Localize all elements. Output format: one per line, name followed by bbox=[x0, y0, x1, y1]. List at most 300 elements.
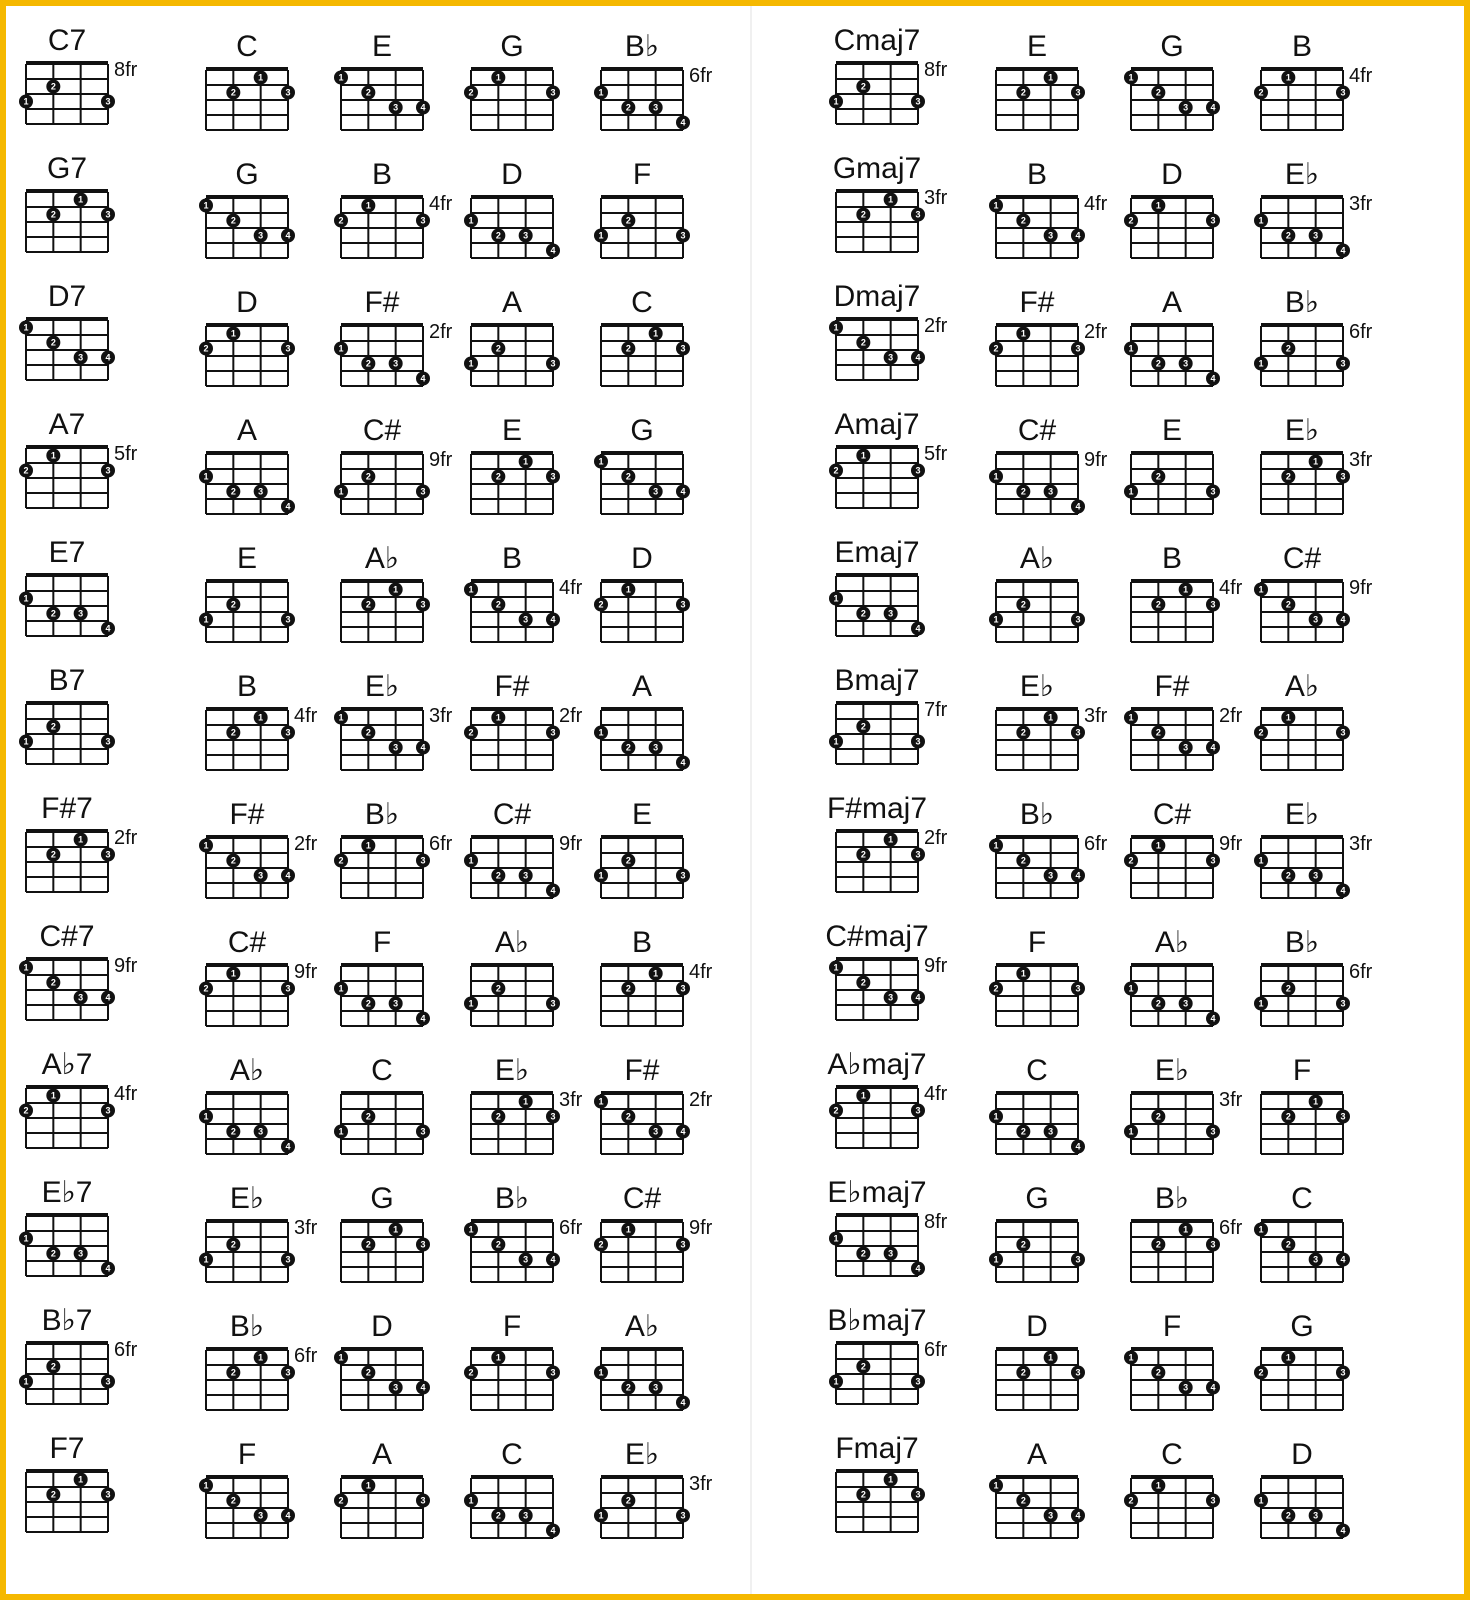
finger-number: 2 bbox=[50, 977, 56, 988]
chord-diagram bbox=[334, 286, 453, 386]
finger-number: 2 bbox=[1258, 87, 1264, 98]
chord-diagram bbox=[594, 670, 690, 770]
chord-diagram bbox=[1254, 798, 1373, 898]
finger-number: 1 bbox=[1048, 712, 1054, 723]
finger-number: 2 bbox=[1020, 486, 1026, 497]
chord-name: B♭ bbox=[1284, 926, 1320, 959]
chord-diagram bbox=[334, 158, 453, 258]
finger-number: 2 bbox=[1155, 87, 1161, 98]
chord-name: D bbox=[371, 1310, 393, 1343]
finger-number: 3 bbox=[1313, 870, 1319, 881]
finger-number: 2 bbox=[1020, 599, 1026, 610]
chord-diagram bbox=[471, 1054, 583, 1154]
finger-number: 4 bbox=[1210, 1013, 1216, 1024]
chord-diagram bbox=[19, 1048, 138, 1148]
chord-diagram bbox=[1131, 1182, 1243, 1282]
fret-position-label: 2fr bbox=[294, 833, 318, 855]
chord-name: Fmaj7 bbox=[835, 1432, 919, 1465]
finger-number: 4 bbox=[285, 870, 291, 881]
finger-number: 1 bbox=[598, 870, 604, 881]
chord-name: E♭ bbox=[229, 1182, 265, 1215]
finger-number: 3 bbox=[1048, 1510, 1054, 1521]
finger-number: 3 bbox=[420, 1239, 426, 1250]
finger-number: 2 bbox=[860, 608, 866, 619]
finger-number: 3 bbox=[285, 87, 291, 98]
fret-position-label: 9fr bbox=[1219, 833, 1243, 855]
finger-number: 3 bbox=[653, 1382, 659, 1393]
chord-name: C# bbox=[1017, 414, 1057, 447]
finger-number: 4 bbox=[105, 992, 111, 1003]
finger-number: 3 bbox=[523, 1510, 529, 1521]
finger-number: 1 bbox=[338, 1126, 344, 1137]
finger-number: 2 bbox=[495, 471, 501, 482]
finger-number: 2 bbox=[1285, 1239, 1291, 1250]
finger-number: 2 bbox=[338, 855, 344, 866]
fret-position-label: 4fr bbox=[1084, 193, 1108, 215]
chord-name: A♭ bbox=[1019, 542, 1055, 575]
finger-number: 3 bbox=[523, 614, 529, 625]
finger-number: 3 bbox=[523, 1254, 529, 1265]
fret-position-label: 9fr bbox=[1349, 577, 1373, 599]
finger-number: 3 bbox=[915, 736, 921, 747]
fret-position-label: 6fr bbox=[924, 1339, 948, 1361]
finger-number: 3 bbox=[105, 1489, 111, 1500]
finger-number: 3 bbox=[1048, 1126, 1054, 1137]
finger-number: 2 bbox=[1155, 1367, 1161, 1378]
finger-number: 3 bbox=[1075, 614, 1081, 625]
finger-number: 3 bbox=[1210, 599, 1216, 610]
chord-diagram bbox=[829, 408, 948, 508]
finger-number: 2 bbox=[1155, 1111, 1161, 1122]
chord-name: G7 bbox=[46, 152, 88, 185]
chord-name: A♭ bbox=[624, 1310, 660, 1343]
chord-diagram bbox=[19, 536, 115, 636]
finger-number: 3 bbox=[915, 96, 921, 107]
finger-number: 3 bbox=[1183, 998, 1189, 1009]
finger-number: 2 bbox=[495, 1111, 501, 1122]
fret-position-label: 9fr bbox=[429, 449, 453, 471]
finger-number: 3 bbox=[78, 352, 84, 363]
finger-number: 2 bbox=[1020, 1126, 1026, 1137]
finger-number: 1 bbox=[598, 230, 604, 241]
fret-position-label: 6fr bbox=[689, 65, 713, 87]
chord-name: B♭maj7 bbox=[827, 1304, 927, 1337]
finger-number: 4 bbox=[1210, 1382, 1216, 1393]
chord-name: D bbox=[1026, 1310, 1048, 1343]
finger-number: 3 bbox=[420, 1126, 426, 1137]
finger-number: 3 bbox=[1183, 742, 1189, 753]
chord-name: E bbox=[371, 30, 393, 63]
finger-number: 2 bbox=[1155, 998, 1161, 1009]
finger-number: 2 bbox=[1020, 1367, 1026, 1378]
chord-diagram bbox=[199, 1438, 295, 1538]
chord-name: Gmaj7 bbox=[832, 152, 922, 185]
finger-number: 1 bbox=[50, 1090, 56, 1101]
chord-name: B♭ bbox=[624, 30, 660, 63]
fret-position-label: 6fr bbox=[559, 1217, 583, 1239]
finger-number: 3 bbox=[78, 992, 84, 1003]
finger-number: 1 bbox=[468, 998, 474, 1009]
finger-number: 1 bbox=[203, 614, 209, 625]
finger-number: 4 bbox=[1075, 1510, 1081, 1521]
chord-name: F bbox=[237, 1438, 257, 1471]
finger-number: 3 bbox=[653, 486, 659, 497]
finger-number: 1 bbox=[833, 322, 839, 333]
finger-number: 2 bbox=[598, 599, 604, 610]
finger-number: 3 bbox=[550, 358, 556, 369]
finger-number: 1 bbox=[888, 194, 894, 205]
fret-position-label: 3fr bbox=[924, 187, 948, 209]
chord-name: Emaj7 bbox=[834, 536, 920, 569]
finger-number: 2 bbox=[50, 1248, 56, 1259]
finger-number: 1 bbox=[203, 471, 209, 482]
finger-number: 4 bbox=[1340, 1525, 1346, 1536]
chord-name: C bbox=[1291, 1182, 1313, 1215]
chord-diagram bbox=[594, 1438, 713, 1538]
finger-number: 1 bbox=[1258, 358, 1264, 369]
finger-number: 2 bbox=[338, 1495, 344, 1506]
finger-number: 2 bbox=[1258, 727, 1264, 738]
finger-number: 2 bbox=[495, 343, 501, 354]
chord-diagram bbox=[1124, 1310, 1220, 1410]
chord-name: A bbox=[631, 670, 653, 703]
chord-diagram bbox=[19, 1176, 115, 1276]
finger-number: 2 bbox=[230, 486, 236, 497]
finger-number: 1 bbox=[523, 456, 529, 467]
chord-name: E♭maj7 bbox=[827, 1176, 927, 1209]
finger-number: 3 bbox=[1210, 1126, 1216, 1137]
finger-number: 2 bbox=[230, 1367, 236, 1378]
chord-diagram bbox=[341, 1182, 430, 1282]
finger-number: 1 bbox=[258, 1352, 264, 1363]
finger-number: 1 bbox=[833, 962, 839, 973]
finger-number: 3 bbox=[105, 1376, 111, 1387]
chord-diagram bbox=[471, 414, 560, 514]
fret-position-label: 9fr bbox=[1084, 449, 1108, 471]
finger-number: 3 bbox=[285, 1367, 291, 1378]
finger-number: 2 bbox=[1155, 599, 1161, 610]
finger-number: 2 bbox=[860, 1248, 866, 1259]
finger-number: 2 bbox=[365, 87, 371, 98]
finger-number: 3 bbox=[258, 230, 264, 241]
finger-number: 1 bbox=[495, 1352, 501, 1363]
chord-diagram bbox=[464, 1438, 560, 1538]
finger-number: 2 bbox=[230, 87, 236, 98]
finger-number: 1 bbox=[468, 1224, 474, 1235]
finger-number: 1 bbox=[78, 194, 84, 205]
finger-number: 2 bbox=[833, 465, 839, 476]
finger-number: 2 bbox=[468, 87, 474, 98]
chord-name: F# bbox=[624, 1054, 660, 1087]
finger-number: 1 bbox=[258, 712, 264, 723]
finger-number: 2 bbox=[230, 1495, 236, 1506]
fret-position-label: 4fr bbox=[559, 577, 583, 599]
finger-number: 1 bbox=[338, 983, 344, 994]
finger-number: 3 bbox=[915, 209, 921, 220]
finger-number: 3 bbox=[105, 96, 111, 107]
finger-number: 2 bbox=[1285, 1510, 1291, 1521]
chord-name: C bbox=[371, 1054, 393, 1087]
finger-number: 1 bbox=[1155, 1480, 1161, 1491]
finger-number: 1 bbox=[495, 72, 501, 83]
chord-name: B♭ bbox=[1284, 286, 1320, 319]
chord-name: F bbox=[372, 926, 392, 959]
finger-number: 1 bbox=[598, 1096, 604, 1107]
finger-number: 2 bbox=[50, 1489, 56, 1500]
finger-number: 3 bbox=[680, 1239, 686, 1250]
finger-number: 1 bbox=[1258, 215, 1264, 226]
finger-number: 1 bbox=[1258, 584, 1264, 595]
chord-diagram bbox=[594, 414, 690, 514]
finger-number: 3 bbox=[888, 352, 894, 363]
finger-number: 4 bbox=[680, 117, 686, 128]
chord-diagram bbox=[829, 24, 948, 124]
chord-name: E♭ bbox=[364, 670, 400, 703]
chord-diagram bbox=[829, 280, 948, 380]
finger-number: 1 bbox=[1128, 72, 1134, 83]
finger-number: 3 bbox=[1313, 1510, 1319, 1521]
chord-diagram bbox=[334, 926, 430, 1026]
chord-name: B bbox=[1291, 30, 1313, 63]
chord-name: E♭ bbox=[1284, 798, 1320, 831]
finger-number: 2 bbox=[1128, 1495, 1134, 1506]
finger-number: 2 bbox=[1020, 87, 1026, 98]
chord-diagram bbox=[1254, 1438, 1350, 1538]
chord-name: C bbox=[236, 30, 258, 63]
chord-diagram bbox=[594, 1310, 690, 1410]
finger-number: 4 bbox=[680, 1397, 686, 1408]
finger-number: 1 bbox=[258, 72, 264, 83]
finger-number: 2 bbox=[23, 1105, 29, 1116]
finger-number: 3 bbox=[1313, 230, 1319, 241]
chord-diagram bbox=[989, 1438, 1085, 1538]
finger-number: 1 bbox=[230, 328, 236, 339]
finger-number: 2 bbox=[230, 855, 236, 866]
finger-number: 2 bbox=[625, 471, 631, 482]
chord-grid-canvas bbox=[6, 6, 1464, 1594]
finger-number: 1 bbox=[203, 840, 209, 851]
finger-number: 2 bbox=[625, 855, 631, 866]
finger-number: 3 bbox=[1210, 1495, 1216, 1506]
finger-number: 1 bbox=[338, 72, 344, 83]
chord-diagram bbox=[464, 798, 583, 898]
finger-number: 2 bbox=[860, 81, 866, 92]
chord-name: B bbox=[371, 158, 393, 191]
finger-number: 1 bbox=[1128, 983, 1134, 994]
finger-number: 3 bbox=[680, 1510, 686, 1521]
finger-number: 1 bbox=[338, 343, 344, 354]
chord-name: C#7 bbox=[39, 920, 95, 953]
finger-number: 1 bbox=[23, 736, 29, 747]
chord-diagram bbox=[464, 542, 583, 642]
fret-position-label: 6fr bbox=[1084, 833, 1108, 855]
chord-name: C bbox=[631, 286, 653, 319]
finger-number: 4 bbox=[1340, 614, 1346, 625]
finger-number: 3 bbox=[1313, 614, 1319, 625]
finger-number: 2 bbox=[203, 983, 209, 994]
fret-position-label: 3fr bbox=[1084, 705, 1108, 727]
finger-number: 3 bbox=[915, 1489, 921, 1500]
chord-diagram bbox=[827, 1176, 947, 1276]
chord-name: B♭ bbox=[229, 1310, 265, 1343]
chord-diagram bbox=[996, 670, 1108, 770]
chord-name: Cmaj7 bbox=[833, 24, 921, 57]
finger-number: 2 bbox=[1285, 471, 1291, 482]
finger-number: 3 bbox=[285, 343, 291, 354]
finger-number: 4 bbox=[420, 1013, 426, 1024]
finger-number: 1 bbox=[1128, 486, 1134, 497]
finger-number: 4 bbox=[1075, 1141, 1081, 1152]
finger-number: 2 bbox=[365, 1367, 371, 1378]
finger-number: 2 bbox=[495, 870, 501, 881]
finger-number: 1 bbox=[203, 1254, 209, 1265]
finger-number: 4 bbox=[1075, 230, 1081, 241]
chord-diagram bbox=[989, 542, 1085, 642]
finger-number: 3 bbox=[1048, 870, 1054, 881]
finger-number: 3 bbox=[1183, 358, 1189, 369]
chord-diagram bbox=[26, 792, 138, 892]
finger-number: 1 bbox=[468, 855, 474, 866]
fret-position-label: 3fr bbox=[689, 1473, 713, 1495]
finger-number: 4 bbox=[680, 757, 686, 768]
finger-number: 2 bbox=[338, 215, 344, 226]
finger-number: 4 bbox=[1075, 870, 1081, 881]
finger-number: 2 bbox=[1020, 727, 1026, 738]
fret-position-label: 6fr bbox=[1219, 1217, 1243, 1239]
finger-number: 1 bbox=[338, 1352, 344, 1363]
finger-number: 2 bbox=[625, 1382, 631, 1393]
chord-diagram bbox=[334, 414, 453, 514]
chord-diagram bbox=[19, 24, 138, 124]
finger-number: 2 bbox=[1285, 983, 1291, 994]
chord-diagram bbox=[19, 1304, 138, 1404]
finger-number: 3 bbox=[1075, 983, 1081, 994]
finger-number: 1 bbox=[598, 727, 604, 738]
finger-number: 2 bbox=[625, 215, 631, 226]
finger-number: 1 bbox=[1258, 998, 1264, 1009]
finger-number: 3 bbox=[420, 1495, 426, 1506]
chord-name: A bbox=[1026, 1438, 1048, 1471]
finger-number: 3 bbox=[393, 102, 399, 113]
finger-number: 2 bbox=[625, 1111, 631, 1122]
chord-diagram bbox=[199, 286, 295, 386]
finger-number: 1 bbox=[1258, 1224, 1264, 1235]
finger-number: 2 bbox=[860, 337, 866, 348]
finger-number: 2 bbox=[1020, 1239, 1026, 1250]
finger-number: 4 bbox=[915, 992, 921, 1003]
chord-name: F bbox=[1027, 926, 1047, 959]
finger-number: 3 bbox=[1075, 1254, 1081, 1265]
finger-number: 3 bbox=[105, 1105, 111, 1116]
finger-number: 1 bbox=[468, 584, 474, 595]
chord-name: G bbox=[235, 158, 259, 191]
chord-name: E♭ bbox=[1154, 1054, 1190, 1087]
finger-number: 1 bbox=[1258, 1495, 1264, 1506]
fret-position-label: 5fr bbox=[114, 443, 138, 465]
chord-diagram bbox=[19, 920, 138, 1020]
finger-number: 1 bbox=[598, 1510, 604, 1521]
fret-position-label: 8fr bbox=[924, 1211, 948, 1233]
fret-position-label: 4fr bbox=[924, 1083, 948, 1105]
finger-number: 3 bbox=[915, 465, 921, 476]
finger-number: 1 bbox=[993, 614, 999, 625]
chord-name: G bbox=[1290, 1310, 1314, 1343]
fret-position-label: 6fr bbox=[114, 1339, 138, 1361]
chord-diagram bbox=[1254, 542, 1373, 642]
finger-number: 4 bbox=[420, 373, 426, 384]
finger-number: 3 bbox=[1048, 486, 1054, 497]
finger-number: 1 bbox=[1128, 343, 1134, 354]
chord-diagram bbox=[989, 158, 1108, 258]
finger-number: 1 bbox=[993, 200, 999, 211]
fret-position-label: 4fr bbox=[114, 1083, 138, 1105]
finger-number: 2 bbox=[1020, 215, 1026, 226]
finger-number: 4 bbox=[550, 614, 556, 625]
finger-number: 3 bbox=[78, 608, 84, 619]
fret-position-label: 4fr bbox=[689, 961, 713, 983]
chord-diagram bbox=[1254, 158, 1373, 258]
finger-number: 3 bbox=[680, 343, 686, 354]
finger-number: 2 bbox=[365, 998, 371, 1009]
finger-number: 1 bbox=[495, 712, 501, 723]
finger-number: 1 bbox=[78, 834, 84, 845]
chord-name: B♭ bbox=[364, 798, 400, 831]
chord-diagram bbox=[26, 152, 115, 252]
chord-diagram bbox=[1124, 1438, 1220, 1538]
finger-number: 1 bbox=[23, 962, 29, 973]
chord-diagram bbox=[594, 158, 690, 258]
finger-number: 3 bbox=[1340, 1111, 1346, 1122]
chord-diagram bbox=[827, 792, 948, 892]
finger-number: 4 bbox=[1210, 102, 1216, 113]
chord-diagram bbox=[199, 926, 318, 1026]
finger-number: 3 bbox=[888, 1248, 894, 1259]
finger-number: 1 bbox=[625, 1224, 631, 1235]
chord-name: E♭7 bbox=[41, 1176, 93, 1209]
chord-name: E bbox=[631, 798, 653, 831]
fret-position-label: 3fr bbox=[429, 705, 453, 727]
chord-diagram bbox=[1254, 670, 1350, 770]
finger-number: 3 bbox=[680, 599, 686, 610]
fret-position-label: 7fr bbox=[924, 699, 948, 721]
chord-name: C# bbox=[1282, 542, 1322, 575]
finger-number: 1 bbox=[23, 1376, 29, 1387]
chord-name: C bbox=[1161, 1438, 1183, 1471]
finger-number: 2 bbox=[365, 358, 371, 369]
chord-name: D bbox=[236, 286, 258, 319]
finger-number: 1 bbox=[860, 450, 866, 461]
fret-position-label: 8fr bbox=[924, 59, 948, 81]
fret-position-label: 4fr bbox=[1219, 577, 1243, 599]
finger-number: 1 bbox=[1048, 72, 1054, 83]
finger-number: 3 bbox=[105, 465, 111, 476]
finger-number: 3 bbox=[550, 998, 556, 1009]
chord-name: C7 bbox=[47, 24, 87, 57]
finger-number: 2 bbox=[230, 727, 236, 738]
chord-diagram bbox=[1124, 286, 1220, 386]
finger-number: 3 bbox=[653, 102, 659, 113]
chord-name: A bbox=[501, 286, 523, 319]
finger-number: 2 bbox=[1155, 358, 1161, 369]
finger-number: 3 bbox=[1340, 358, 1346, 369]
finger-number: 1 bbox=[833, 736, 839, 747]
finger-number: 3 bbox=[523, 870, 529, 881]
chord-name: G bbox=[370, 1182, 394, 1215]
chord-name: C bbox=[501, 1438, 523, 1471]
finger-number: 2 bbox=[625, 1495, 631, 1506]
finger-number: 1 bbox=[1183, 1224, 1189, 1235]
finger-number: 3 bbox=[420, 855, 426, 866]
